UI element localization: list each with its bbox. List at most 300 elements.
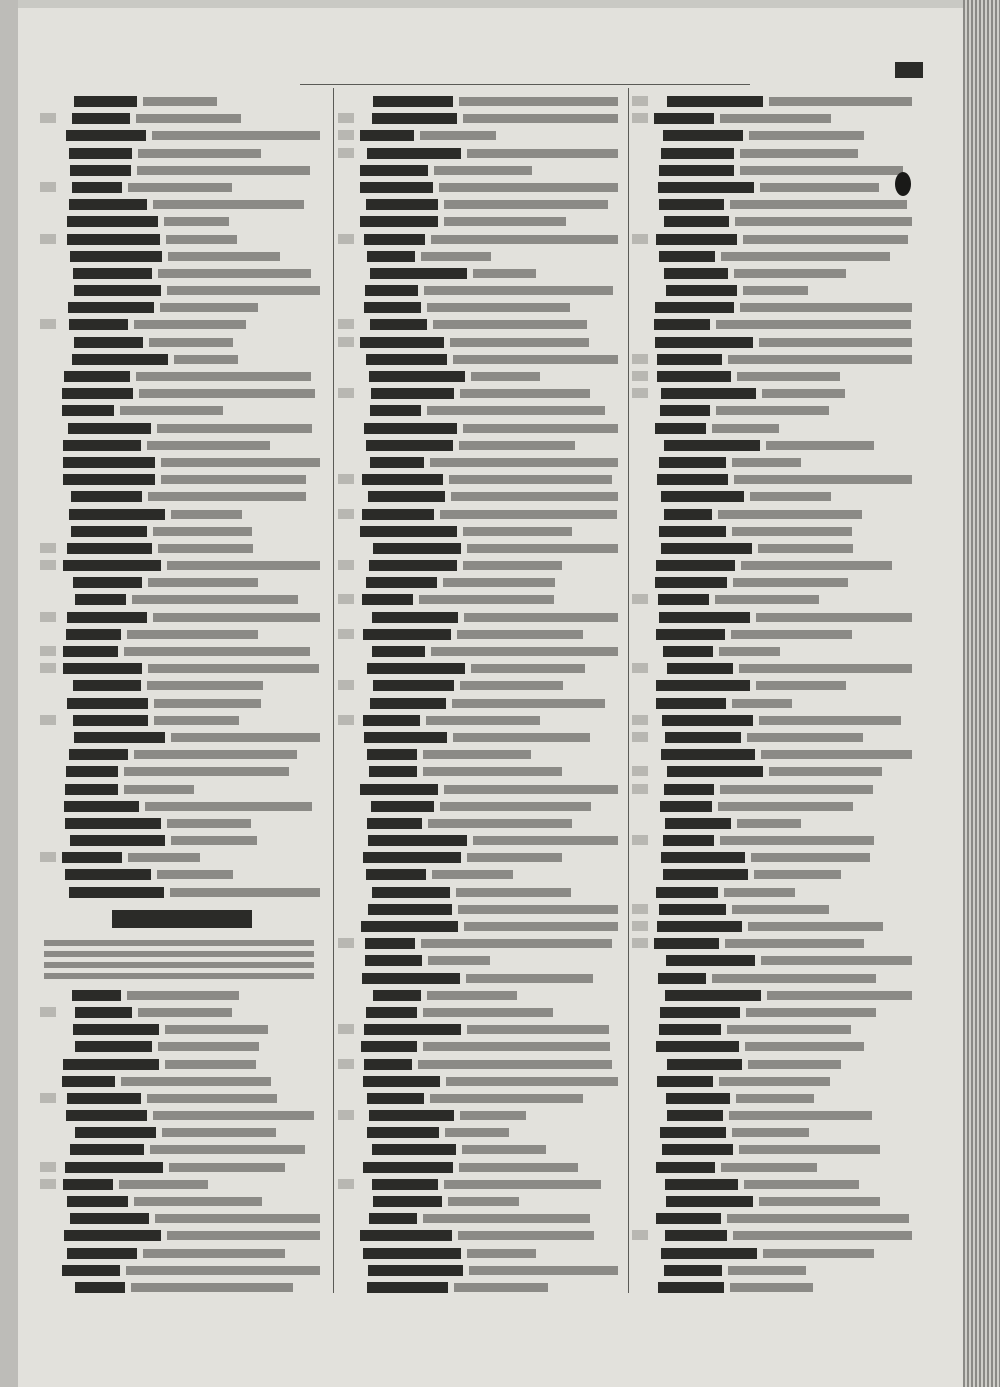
entry-line [632, 1261, 922, 1278]
resident-name [66, 130, 146, 141]
occupation [734, 475, 912, 484]
entry-line [338, 487, 628, 504]
resident-name [658, 973, 706, 984]
occupation [154, 699, 261, 708]
entry-line [632, 745, 922, 762]
house-number [40, 1162, 56, 1172]
entry-line [632, 1106, 922, 1123]
house-number [40, 1093, 56, 1103]
entry-line [632, 608, 922, 625]
resident-name [661, 491, 744, 502]
occupation [769, 767, 882, 776]
occupation [421, 252, 491, 261]
occupation [733, 578, 848, 587]
entry-line [632, 780, 922, 797]
entry-line [632, 1089, 922, 1106]
occupation [453, 733, 590, 742]
resident-name [367, 1093, 424, 1104]
occupation [428, 956, 490, 965]
resident-name [65, 1162, 163, 1173]
resident-name [367, 1127, 439, 1138]
occupation [471, 372, 540, 381]
occupation [439, 183, 618, 192]
occupation [148, 492, 306, 501]
occupation [170, 888, 320, 897]
resident-name [72, 113, 130, 124]
occupation [732, 1128, 809, 1137]
house-number [40, 319, 56, 329]
occupation [748, 922, 883, 931]
occupation [174, 355, 238, 364]
occupation [743, 286, 808, 295]
ink-stain [895, 172, 911, 196]
resident-name [62, 1265, 120, 1276]
occupation [171, 836, 257, 845]
resident-name [74, 96, 137, 107]
resident-name [62, 405, 114, 416]
occupation [138, 149, 261, 158]
entry-line [338, 1278, 628, 1295]
entry-line [632, 367, 922, 384]
occupation [434, 166, 532, 175]
entry-line [40, 264, 330, 281]
resident-name [665, 1230, 727, 1241]
entry-line [338, 1020, 628, 1037]
entry-line [338, 865, 628, 882]
entry-line [40, 659, 330, 676]
resident-name [365, 938, 415, 949]
entry-line [632, 1158, 922, 1175]
occupation [171, 733, 320, 742]
entry-line [632, 470, 922, 487]
entry-line [632, 264, 922, 281]
resident-name [64, 1230, 161, 1241]
entry-line [632, 659, 922, 676]
resident-name [364, 1024, 461, 1035]
resident-name [63, 1179, 113, 1190]
entry-line [338, 797, 628, 814]
resident-name [657, 921, 742, 932]
occupation [134, 1197, 262, 1206]
entry-line [40, 1192, 330, 1209]
entry-line [40, 1278, 330, 1295]
entry-line [632, 728, 922, 745]
running-head [300, 60, 750, 85]
occupation [719, 647, 780, 656]
entry-line [40, 384, 330, 401]
house-number [338, 629, 354, 639]
house-number [40, 1007, 56, 1017]
occupation [423, 750, 531, 759]
house-number [40, 646, 56, 656]
occupation [127, 991, 239, 1000]
resident-name [368, 904, 452, 915]
resident-name [656, 560, 735, 571]
entry-line [632, 814, 922, 831]
resident-name [73, 715, 148, 726]
entry-line [338, 230, 628, 247]
entry-line [40, 126, 330, 143]
resident-name [368, 835, 467, 846]
resident-name [662, 715, 753, 726]
entry-line [632, 762, 922, 779]
entry-line [338, 711, 628, 728]
occupation [158, 269, 311, 278]
occupation [164, 217, 229, 226]
resident-name [65, 869, 151, 880]
resident-name [666, 1093, 730, 1104]
house-number [40, 1179, 56, 1189]
column-rule-2 [628, 88, 629, 1293]
entry-line [338, 281, 628, 298]
entry-line [40, 1072, 330, 1089]
house-number [632, 371, 648, 381]
occupation [119, 1180, 208, 1189]
entry-line [40, 1003, 330, 1020]
resident-name [68, 423, 151, 434]
entry-line [338, 1072, 628, 1089]
entry-line [40, 109, 330, 126]
resident-name [371, 388, 454, 399]
occupation [721, 252, 890, 261]
entry-line [632, 350, 922, 367]
entry-line [632, 1123, 922, 1140]
occupation [720, 836, 874, 845]
occupation [165, 1060, 256, 1069]
entry-line [40, 367, 330, 384]
occupation [167, 819, 251, 828]
entry-line [632, 92, 922, 109]
occupation [165, 1025, 268, 1034]
occupation [169, 1163, 285, 1172]
occupation [154, 716, 239, 725]
page-number [895, 62, 923, 78]
occupation [759, 1197, 880, 1206]
entry-line [40, 144, 330, 161]
occupation [463, 114, 618, 123]
resident-name [657, 354, 722, 365]
resident-name [360, 182, 433, 193]
resident-name [67, 216, 158, 227]
entry-line [40, 676, 330, 693]
resident-name [659, 199, 724, 210]
occupation [139, 389, 315, 398]
entry-line [338, 814, 628, 831]
occupation [763, 1249, 874, 1258]
occupation [735, 217, 912, 226]
entry-line [338, 298, 628, 315]
entry-line [632, 522, 922, 539]
resident-name [73, 577, 142, 588]
occupation [143, 97, 217, 106]
resident-name [663, 835, 714, 846]
entry-line [40, 505, 330, 522]
house-number [338, 680, 354, 690]
resident-name [656, 887, 718, 898]
resident-name [360, 526, 457, 537]
entry-line [632, 126, 922, 143]
resident-name [71, 491, 142, 502]
entry-line [40, 539, 330, 556]
entry-line [40, 1106, 330, 1123]
occupation [147, 681, 263, 690]
resident-name [363, 1248, 461, 1259]
house-number [338, 1110, 354, 1120]
occupation [444, 217, 566, 226]
resident-name [363, 629, 451, 640]
occupation [160, 303, 258, 312]
occupation [719, 1077, 830, 1086]
occupation [423, 767, 562, 776]
entry-line [338, 625, 628, 642]
resident-name [364, 302, 421, 313]
entry-line [40, 436, 330, 453]
occupation [423, 1008, 553, 1017]
entry-line [40, 831, 330, 848]
entry-line [40, 92, 330, 109]
resident-name [654, 938, 719, 949]
occupation [734, 269, 846, 278]
resident-name [657, 371, 731, 382]
entry-line [338, 161, 628, 178]
occupation [421, 939, 612, 948]
entry-line [632, 109, 922, 126]
entry-line [338, 1226, 628, 1243]
resident-name [364, 423, 457, 434]
resident-name [65, 784, 118, 795]
house-number [338, 113, 354, 123]
entry-line [632, 144, 922, 161]
resident-name [72, 990, 121, 1001]
entry-line [632, 539, 922, 556]
occupation [467, 853, 562, 862]
occupation [761, 750, 912, 759]
house-number [632, 663, 648, 673]
resident-name [659, 904, 726, 915]
resident-name [661, 1248, 757, 1259]
resident-name [366, 440, 453, 451]
entry-line [338, 350, 628, 367]
occupation [120, 406, 223, 415]
occupation [760, 183, 879, 192]
resident-name [360, 165, 428, 176]
occupation [749, 131, 864, 140]
entry-line [338, 728, 628, 745]
resident-name [62, 852, 122, 863]
occupation [754, 870, 841, 879]
entry-line [338, 247, 628, 264]
entry-line [40, 1037, 330, 1054]
resident-name [667, 766, 763, 777]
occupation [132, 595, 298, 604]
entry-line [338, 608, 628, 625]
entry-line [338, 969, 628, 986]
occupation [725, 939, 864, 948]
resident-name [66, 1110, 147, 1121]
entry-line [40, 212, 330, 229]
occupation [720, 114, 831, 123]
entry-line [632, 676, 922, 693]
resident-name [62, 388, 133, 399]
entry-line [632, 1209, 922, 1226]
resident-name [372, 1144, 456, 1155]
entry-line [40, 1123, 330, 1140]
occupation [427, 991, 517, 1000]
entry-line [40, 419, 330, 436]
house-number [338, 509, 354, 519]
occupation [467, 1249, 536, 1258]
resident-name [659, 251, 715, 262]
occupation [161, 458, 320, 467]
entry-line [338, 1106, 628, 1123]
entry-line [338, 556, 628, 573]
column-3 [632, 92, 922, 1302]
resident-name [364, 732, 447, 743]
resident-name [660, 1127, 726, 1138]
occupation [153, 1111, 314, 1120]
resident-name [66, 766, 118, 777]
occupation [458, 905, 618, 914]
occupation [471, 664, 585, 673]
entry-line [632, 969, 922, 986]
entry-line [40, 694, 330, 711]
entry-line [40, 350, 330, 367]
occupation [431, 647, 618, 656]
occupation [456, 888, 571, 897]
occupation [167, 286, 320, 295]
entry-line [338, 367, 628, 384]
resident-name [67, 543, 152, 554]
resident-name [369, 560, 457, 571]
resident-name [63, 474, 155, 485]
entry-line [40, 1175, 330, 1192]
resident-name [372, 612, 458, 623]
entry-line [338, 1209, 628, 1226]
house-number [632, 835, 648, 845]
entry-line [40, 281, 330, 298]
entry-line [632, 934, 922, 951]
house-number [632, 234, 648, 244]
resident-name [664, 1265, 722, 1276]
entry-line [40, 797, 330, 814]
entry-line [632, 694, 922, 711]
resident-name [659, 457, 726, 468]
occupation [459, 1163, 578, 1172]
column-rule-1 [333, 88, 334, 1293]
resident-name [63, 440, 141, 451]
occupation [431, 235, 618, 244]
entry-line [40, 522, 330, 539]
occupation [451, 492, 618, 501]
resident-name [659, 526, 726, 537]
occupation [467, 149, 618, 158]
entry-line [632, 487, 922, 504]
entry-line [338, 419, 628, 436]
entry-line [632, 711, 922, 728]
entry-line [338, 780, 628, 797]
entry-line [338, 505, 628, 522]
occupation [153, 527, 252, 536]
entry-line [40, 1055, 330, 1072]
entry-line [40, 608, 330, 625]
entry-line [632, 247, 922, 264]
resident-name [373, 543, 461, 554]
resident-name [363, 715, 420, 726]
entry-line [40, 556, 330, 573]
occupation [167, 561, 320, 570]
occupation [147, 1094, 277, 1103]
resident-name [370, 319, 427, 330]
occupation [718, 802, 853, 811]
occupation [743, 235, 908, 244]
resident-name [363, 852, 461, 863]
resident-name [658, 594, 709, 605]
house-number [632, 715, 648, 725]
entry-line [632, 1020, 922, 1037]
entry-line [632, 1072, 922, 1089]
entry-line [338, 315, 628, 332]
occupation [737, 819, 801, 828]
occupation [728, 1266, 806, 1275]
entry-line [632, 573, 922, 590]
entry-line [632, 1055, 922, 1072]
occupation [150, 1145, 305, 1154]
entry-line [338, 1089, 628, 1106]
occupation [724, 888, 795, 897]
occupation [157, 870, 233, 879]
house-number [338, 560, 354, 570]
entry-line [632, 900, 922, 917]
occupation [134, 320, 246, 329]
resident-name [362, 594, 413, 605]
resident-name [360, 216, 438, 227]
occupation [420, 131, 496, 140]
entry-line [338, 1055, 628, 1072]
occupation [454, 1283, 548, 1292]
resident-name [369, 766, 417, 777]
occupation [162, 1128, 276, 1137]
resident-name [658, 182, 754, 193]
resident-name [661, 749, 755, 760]
occupation [729, 1111, 872, 1120]
entry-line [632, 315, 922, 332]
occupation [732, 458, 801, 467]
house-number [338, 130, 354, 140]
entry-line [632, 848, 922, 865]
entry-line [338, 126, 628, 143]
resident-name [372, 113, 457, 124]
resident-name [67, 234, 160, 245]
occupation [428, 819, 572, 828]
resident-name [666, 955, 755, 966]
occupation [137, 166, 310, 175]
occupation [748, 1060, 841, 1069]
house-number [40, 113, 56, 123]
occupation [166, 235, 237, 244]
entry-line [632, 453, 922, 470]
occupation [740, 149, 858, 158]
resident-name [367, 251, 415, 262]
house-number [632, 732, 648, 742]
entry-line [338, 883, 628, 900]
entry-line [632, 1037, 922, 1054]
entry-line [40, 711, 330, 728]
entry-line [338, 848, 628, 865]
resident-name [667, 1110, 723, 1121]
entry-line [632, 986, 922, 1003]
house-number [632, 938, 648, 948]
entry-line [632, 436, 922, 453]
